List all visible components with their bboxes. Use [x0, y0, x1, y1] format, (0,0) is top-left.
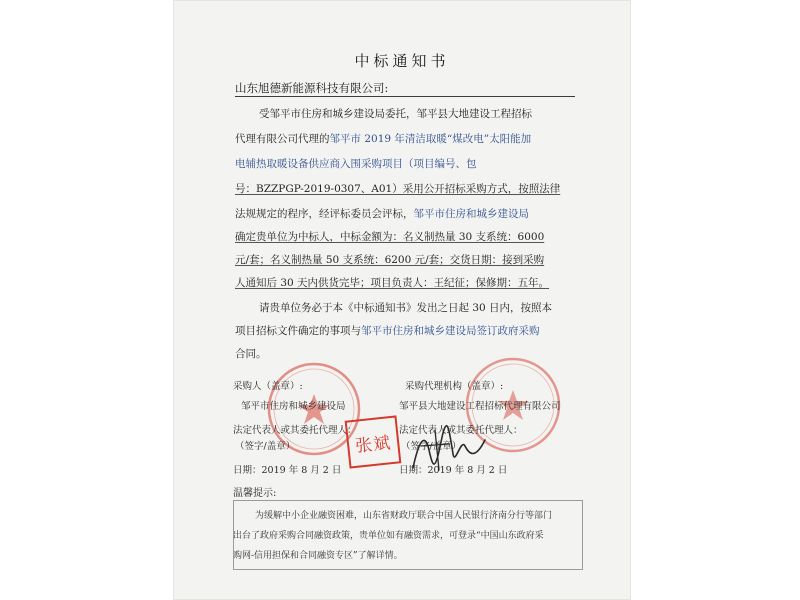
reminder-line-3: 购网-信用担保和合同融资专区”了解详情。 — [233, 551, 403, 561]
notice-document — [173, 0, 631, 600]
reminder-line-1: 为缓解中小企业融资困难，山东省财政厅联合中国人民银行济南分行等部门 — [255, 511, 553, 521]
body-line-6: 确定贵单位为中标人，中标金额为：名义制热量 30 支系统：6000 — [235, 231, 545, 243]
agency-rep-sub: （签字/盖章） — [401, 441, 462, 452]
body-line-3: 电辅热取暖设备供应商入围采购项目（项目编号、包 — [235, 158, 477, 170]
agency-name: 邹平县大地建设工程招标代理有限公司 — [399, 401, 561, 412]
agency-date: 日期：2019 年 8 月 2 日 — [399, 465, 508, 476]
name-stamp-text: 张斌 — [354, 432, 393, 457]
body-line-4: 号：BZZPGP-2019-0307、A01）采用公开招标采购方式，按照法律 — [235, 183, 561, 195]
name-stamp — [345, 415, 402, 468]
reminder-line-2: 出台了政府采购合同融资政策，贵单位如有融资需求，可登录“中国山东政府采 — [233, 531, 544, 541]
reminder-box — [233, 500, 583, 570]
purchaser-date: 日期：2019 年 8 月 2 日 — [233, 465, 342, 476]
document-title: 中标通知书 — [354, 52, 450, 70]
body-line-7: 元/套；名义制热量 50 支系统：6200 元/套；交货日期：接到采购 — [235, 254, 545, 266]
purchaser-rep-sub: （签字/盖章） — [235, 441, 296, 452]
notice-line-3: 合同。 — [235, 348, 267, 360]
purchaser-rep-label: 法定代表人或其委托代理人： — [233, 425, 357, 436]
body-line-2: 代理有限公司代理的邹平市 2019 年清洁取暖“煤改电”太阳能加 — [235, 133, 532, 145]
body-line-1: 受邹平市住房和城乡建设局委托，邹平县大地建设工程招标 — [259, 108, 532, 120]
purchaser-label: 采购人（盖章）: — [233, 381, 303, 392]
notice-line-1: 请贵单位务必于本《中标通知书》发出之日起 30 日内，按照本 — [259, 302, 553, 314]
agency-label: 采购代理机构（盖章）: — [405, 381, 504, 392]
notice-line-2: 项目招标文件确定的事项与邹平市住房和城乡建设局签订政府采购 — [235, 325, 540, 337]
agency-signature — [405, 420, 495, 480]
purchaser-name: 邹平市住房和城乡建设局 — [241, 401, 346, 412]
body-line-8: 人通知后 30 天内供货完毕；项目负责人：王纪征；保修期：五年。 — [235, 277, 550, 289]
agency-rep-label: 法定代表人或其委托代理人： — [399, 425, 523, 436]
recipient-underline — [235, 96, 575, 97]
body-line-5: 法规规定的程序，经评标委员会评标，邹平市住房和城乡建设局 — [235, 208, 529, 220]
reminder-title: 温馨提示: — [233, 488, 277, 499]
recipient-name: 山东旭德新能源科技有限公司: — [235, 81, 389, 95]
